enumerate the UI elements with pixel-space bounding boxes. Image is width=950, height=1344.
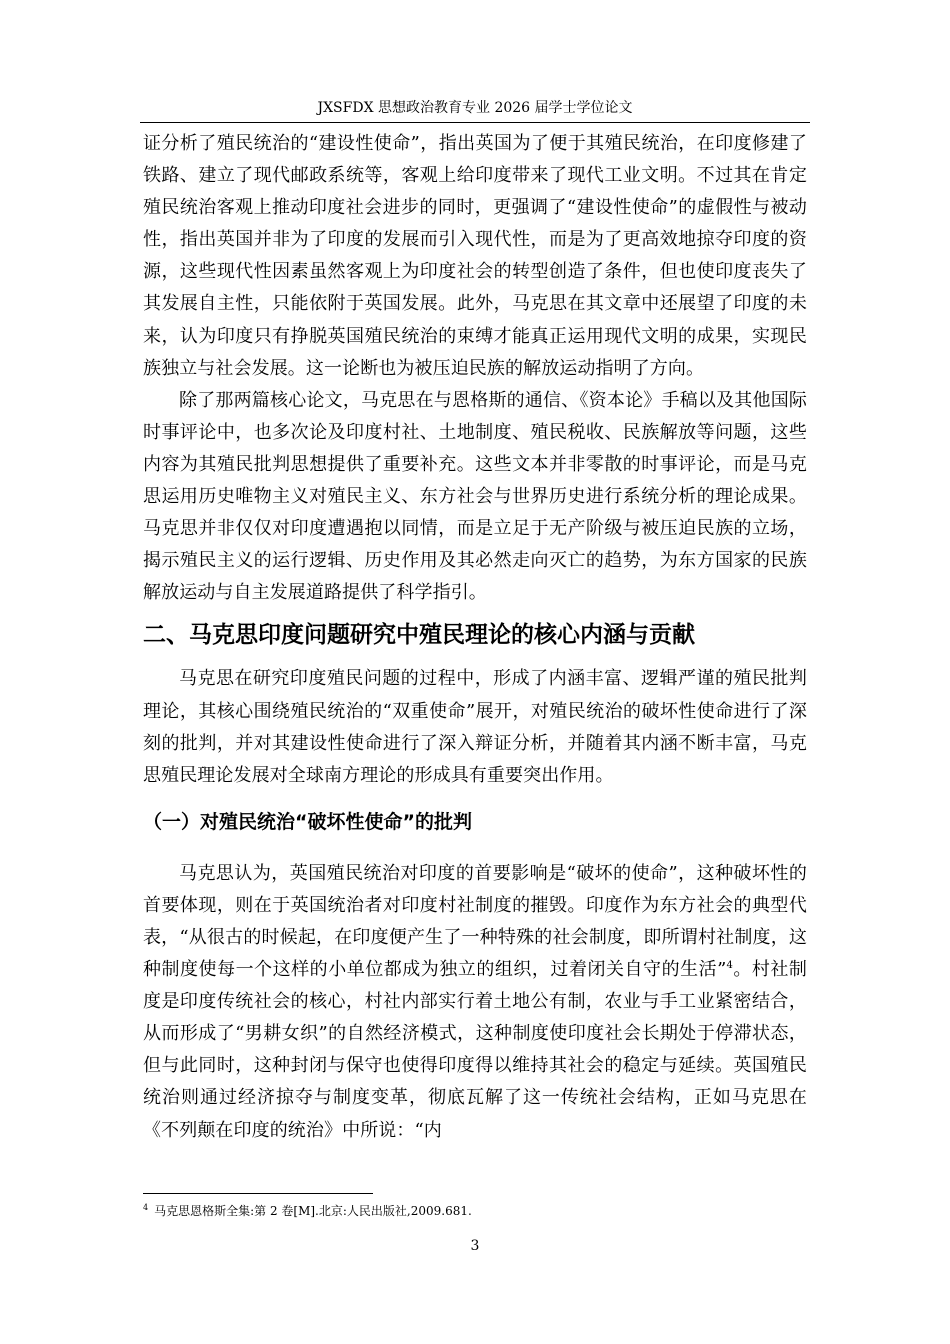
header-rule	[140, 122, 810, 123]
page-number: 3	[470, 1238, 480, 1254]
footnote-reference[interactable]: 4	[726, 960, 733, 972]
paragraph-3: 马克思在研究印度殖民问题的过程中，形成了内涵丰富、逻辑严谨的殖民批判理论，其核心围绕殖民统治的“双重使命”展开，对殖民统治的破坏性使命进行了深刻的批判，并对其建设性使命进行了深入辩证分析，并随着其内涵不断丰富，马克思殖民理论发展对全球南方理论的形成具有重要突出作用。	[143, 668, 807, 786]
footnote-rule	[143, 1193, 373, 1194]
footnote	[143, 1202, 807, 1220]
paragraph-4-text-a: 马克思认为，英国殖民统治对印度的首要影响是“破坏的使命”，这种破坏性的首要体现，则在于英国统治者对印度村社制度的摧毁。印度作为东方社会的典型代表，“从很古的时候起，在印度便产生了一种特殊的社会制度，即所谓村社制度，这种制度使每一个这样的小单位都成为独立的组织，过着闭关自守的生活”	[143, 862, 807, 981]
paragraph-1: 证分析了殖民统治的“建设性使命”，指出英国为了便于其殖民统治，在印度修建了铁路、建立了现代邮政系统等，客观上给印度带来了现代工业文明。不过其在肯定殖民统治客观上推动印度社会进步的同时，更强调了“建设性使命”的虚假性与被动性，指出英国并非为了印度的发展而引入现代性，而是为了更高效地掠夺印度的资源，这些现代性因素虽然客观上为印度社会的转型创造了条件，但也使印度丧失了其发展自主性，只能依附于英国发展。此外，马克思在其文章中还展望了印度的未来，认为印度只有挣脱英国殖民统治的束缚才能真正运用现代文明的成果，实现民族独立与社会发展。这一论断也为被压迫民族的解放运动指明了方向。	[143, 133, 807, 379]
running-header: JXSFDX 思想政治教育专业 2026 届学士学位论文	[317, 100, 633, 116]
body-text	[143, 128, 807, 1147]
subsection-heading: （一）对殖民统治“破坏性使命”的批判	[143, 810, 472, 833]
paragraph-4-text-b: 。村社制度是印度传统社会的核心，村社内部实行着土地公有制，农业与手工业紧密结合，从而形成了“男耕女织”的自然经济模式，这种制度使印度社会长期处于停滞状态，但与此同时，这种封闭与保守也使得印度得以维持其社会的稳定与延续。英国殖民统治则通过经济掠夺与制度变革，彻底瓦解了这一传统社会结构，正如马克思在《不列颠在印度的统治》中所说：“内	[143, 959, 807, 1141]
footnote-number: 4	[143, 1203, 149, 1212]
paragraph-2: 除了那两篇核心论文，马克思在与恩格斯的通信、《资本论》手稿以及其他国际时事评论中，也多次论及印度村社、土地制度、殖民税收、民族解放等问题，这些内容为其殖民批判思想提供了重要补充。这些文本并非零散的时事评论，而是马克思运用历史唯物主义对殖民主义、东方社会与世界历史进行系统分析的理论成果。马克思并非仅仅对印度遭遇抱以同情，而是立足于无产阶级与被压迫民族的立场，揭示殖民主义的运行逻辑、历史作用及其必然走向灭亡的趋势，为东方国家的民族解放运动与自主发展道路提供了科学指引。	[143, 389, 807, 604]
paragraph-4	[143, 858, 807, 1147]
footnote-text: 马克思恩格斯全集:第 2 卷[M].北京:人民出版社,2009.681.	[154, 1204, 472, 1218]
section-heading: 二、马克思印度问题研究中殖民理论的核心内涵与贡献	[143, 622, 695, 649]
